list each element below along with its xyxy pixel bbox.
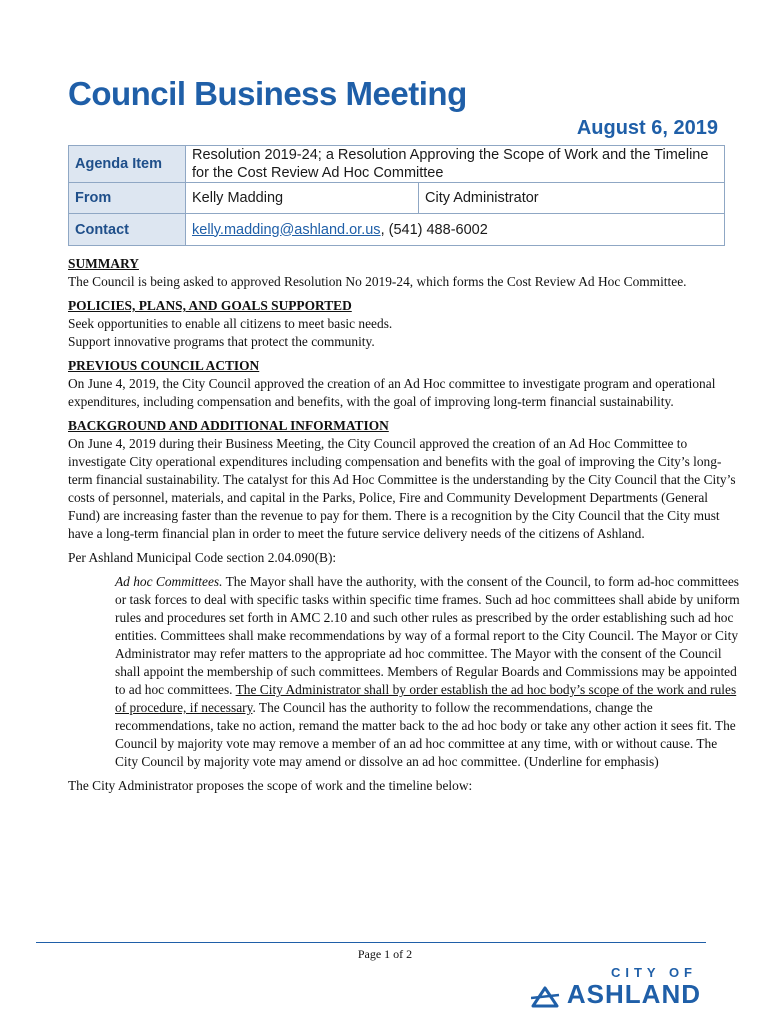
city-logo xyxy=(531,966,701,1010)
from-row xyxy=(69,183,725,214)
agenda-info-table xyxy=(68,145,725,246)
footer-divider xyxy=(36,942,706,943)
agenda-item-label: Agenda Item xyxy=(69,146,186,183)
contact-value xyxy=(186,214,725,246)
contact-row xyxy=(69,214,725,246)
background-section xyxy=(68,417,740,543)
summary-heading: SUMMARY xyxy=(68,256,139,271)
code-intro-text: Per Ashland Municipal Code section 2.04.090(B): xyxy=(68,550,337,565)
page-number: Page 1 of 2 xyxy=(357,947,413,961)
previous-action-text: On June 4, 2019, the City Council approved the creation of an Ad Hoc committee to investigate program and operational expenditures, including compensation and benefits, with the goal of improving long-term financial sustainability. xyxy=(68,376,716,409)
meeting-date: August 6, 2019 xyxy=(576,117,718,139)
previous-action-section xyxy=(68,357,740,411)
policies-line-2: Support innovative programs that protect the community. xyxy=(68,334,375,349)
quote-part-1: The Mayor shall have the authority, with the consent of the Council, to form ad-hoc committees or task forces to deal with specific tasks within specific time frames. Such ad hoc committees shall abide by uniform rules and procedures set forth in AMC 2.10 and such other rules as prescribed by the order establishing such ad hoc entities. Committees shall make recommendations by way of a formal report to the City Council. The Mayor or City Administrator may refer matters to the appropriate ad hoc committee. The Mayor with the consent of the Council shall appoint the membership of such committees. Members of Regular Boards and Commissions may be appointed to ad hoc committees. xyxy=(115,574,740,697)
from-name: Kelly Madding xyxy=(186,183,419,214)
code-intro xyxy=(68,549,740,567)
background-heading: BACKGROUND AND ADDITIONAL INFORMATION xyxy=(68,418,389,433)
policies-line-1: Seek opportunities to enable all citizens to meet basic needs. xyxy=(68,316,393,331)
from-label: From xyxy=(69,183,186,214)
closing-section xyxy=(68,777,740,795)
summary-text: The Council is being asked to approved Resolution No 2019-24, which forms the Cost Review Ad Hoc Committee. xyxy=(68,274,687,289)
previous-action-heading: PREVIOUS COUNCIL ACTION xyxy=(68,358,260,373)
policies-section xyxy=(68,297,740,351)
mountain-logo-icon xyxy=(531,984,561,1008)
page-title: Council Business Meeting xyxy=(68,75,467,112)
agenda-item-row xyxy=(69,146,725,183)
report-body xyxy=(68,255,740,801)
policies-heading: POLICIES, PLANS, AND GOALS SUPPORTED xyxy=(68,298,352,313)
contact-email-link[interactable]: kelly.madding@ashland.or.us xyxy=(192,221,381,238)
background-text: On June 4, 2019 during their Business Meeting, the City Council approved the creation of an Ad Hoc Committee to investigate City operational expenditures including compensation and benefits with the goal of improving the City’s long-term financial sustainability. The catalyst for this Ad Hoc Committee is the understanding by the City Council that the City’s costs of personnel, materials, and capital in the Parks, Police, Fire and Community Development Departments (General Fund) are increasing faster than the revenue to pay for them. There is a recognition by the City Council that the City must have a long-term financial plan in order to meet the future service delivery needs of the citizens of Ashland. xyxy=(68,436,736,541)
quote-part-2: . The Council has the authority to follow the recommendations, change the recommendations, take no action, remand the matter back to the ad hoc body or take any other action it sees fit. The Council by majority vote may remove a member of an ad hoc committee at any time, with or without cause. The City Council by majority vote may amend or dissolve an ad hoc committee. (Underline for emphasis) xyxy=(115,700,736,769)
closing-text: The City Administrator proposes the scope of work and the timeline below: xyxy=(68,778,473,793)
summary-section xyxy=(68,255,740,291)
contact-label: Contact xyxy=(69,214,186,246)
from-title: City Administrator xyxy=(419,183,725,214)
quote-underlined: The City Administrator shall by order establish the ad hoc body’s scope of the work and rules of procedure, if necessary xyxy=(115,682,737,715)
logo-ashland: ASHLAND xyxy=(566,979,701,1009)
agenda-item-value: Resolution 2019-24; a Resolution Approving the Scope of Work and the Timeline for the Cost Review Ad Hoc Committee xyxy=(186,146,725,183)
contact-phone: , (541) 488-6002 xyxy=(380,221,488,238)
quote-italic-lead: Ad hoc Committees. xyxy=(115,574,223,589)
code-quote xyxy=(115,573,740,771)
logo-city-of: CITY OF xyxy=(610,965,697,980)
